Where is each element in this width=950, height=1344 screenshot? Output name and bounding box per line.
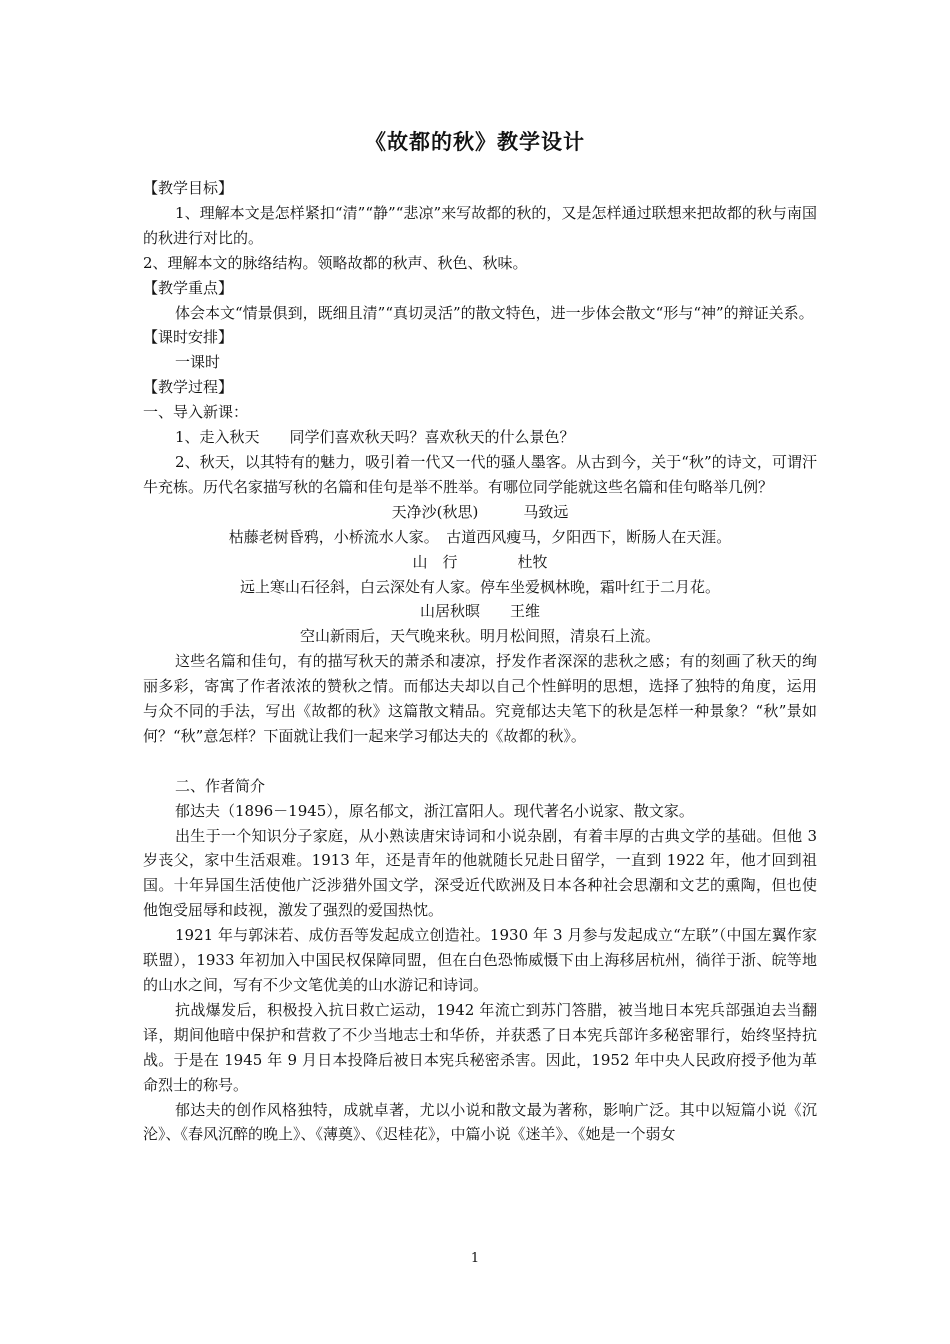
intro-heading: 一、导入新课： [143, 403, 249, 422]
objective-item-2: 2、理解本文的脉络结构。领略故都的秋声、秋色、秋味。 [143, 253, 528, 272]
schedule-heading: 【课时安排】 [143, 328, 234, 347]
page-number: 1 [470, 1251, 480, 1266]
poem-text: 远上寒山石径斜，白云深处有人家。停车坐爱枫林晚，霜叶红于二月花。 [239, 577, 720, 596]
focus-heading: 【教学重点】 [143, 278, 234, 297]
intro-step-1: 1、走入秋天 同学们喜欢秋天吗？喜欢秋天的什么景色？ [175, 428, 575, 447]
document-body [143, 176, 817, 1147]
schedule-text: 一课时 [175, 353, 221, 372]
objectives-heading: 【教学目标】 [143, 179, 234, 197]
objective-item-1: 1、理解本文是怎样紧扣“清”“静”“悲凉”来写故都的秋的，又是怎样通过联想来把故都的秋与南国的秋进行对比的。 [143, 203, 817, 247]
author-paragraph: 郁达夫的创作风格独特，成就卓著，尤以小说和散文最为著称，影响广泛。其中以短篇小说《沉沦》、《春风沉醉的晚上》、《薄奠》、《迟桂花》，中篇小说《迷羊》、《她是一个弱女 [143, 1100, 817, 1144]
poem-title: 天净沙(秋思) 马致远 [391, 502, 569, 521]
author-heading: 二、作者简介 [175, 776, 266, 795]
poem-text: 空山新雨后，天气晚来秋。明月松间照，清泉石上流。 [299, 627, 660, 646]
paragraph-spacer [143, 749, 817, 774]
author-paragraph: 郁达夫（1896－1945），原名郁文，浙江富阳人。现代著名小说家、散文家。 [175, 801, 694, 820]
poem-title: 山居秋暝 王维 [419, 602, 540, 621]
process-heading: 【教学过程】 [143, 378, 234, 397]
author-paragraph: 1921 年与郭沫若、成仿吾等发起成立创造社。1930 年 3 月参与发起成立“左联”（中国左翼作家联盟），1933 年初加入中国民权保障同盟，但在白色恐怖威慑下由上海移居杭州，徜徉于浙、皖等地的山水之间，写有不少文笔优美的山水游记和诗词。 [143, 926, 817, 994]
author-paragraph: 抗战爆发后，积极投入抗日救亡运动，1942 年流亡到苏门答腊，被当地日本宪兵部强迫去当翻译，期间他暗中保护和营救了不少当地志士和华侨，并获悉了日本宪兵部许多秘密罪行，始终坚持抗战。于是在 1945 年 9 月日本投降后被日本宪兵秘密杀害。因此，1952 年中央人民政府授予他为革命烈士的称号。 [143, 1000, 817, 1094]
document-title: 《故都的秋》教学设计 [365, 130, 585, 154]
focus-text: 体会本文“情景俱到，既细且清”“真切灵活”的散文特色，进一步体会散文“形与“神”的辩证关系。 [175, 303, 814, 322]
poem-title: 山 行 杜牧 [412, 552, 548, 571]
poem-text: 枯藤老树昏鸦，小桥流水人家。 古道西风瘦马，夕阳西下，断肠人在天涯。 [228, 527, 732, 546]
intro-summary: 这些名篇和佳句，有的描写秋天的萧杀和凄凉，抒发作者深深的悲秋之感；有的刻画了秋天的绚丽多彩，寄寓了作者浓浓的赞秋之情。而郁达夫却以自己个性鲜明的思想，选择了独特的角度，运用与众不同的手法，写出《故都的秋》这篇散文精品。究竟郁达夫笔下的秋是怎样一种景象？“秋”景如何？“秋”意怎样？下面就让我们一起来学习郁达夫的《故都的秋》。 [143, 652, 817, 745]
intro-step-2: 2、秋天，以其特有的魅力，吸引着一代又一代的骚人墨客。从古到今，关于“秋”的诗文，可谓汗牛充栋。历代名家描写秋的名篇和佳句是举不胜举。有哪位同学能就这些名篇和佳句略举几例？ [143, 452, 817, 496]
author-paragraph: 出生于一个知识分子家庭，从小熟读唐宋诗词和小说杂剧，有着丰厚的古典文学的基础。但他 3 岁丧父，家中生活艰难。1913 年，还是青年的他就随长兄赴日留学，一直到 1922 年，他才回到祖国。十年异国生活使他广泛涉猎外国文学，深受近代欧洲及日本各种社会思潮和文艺的熏陶，但也使他饱受屈辱和歧视，激发了强烈的爱国热忱。 [143, 826, 817, 920]
